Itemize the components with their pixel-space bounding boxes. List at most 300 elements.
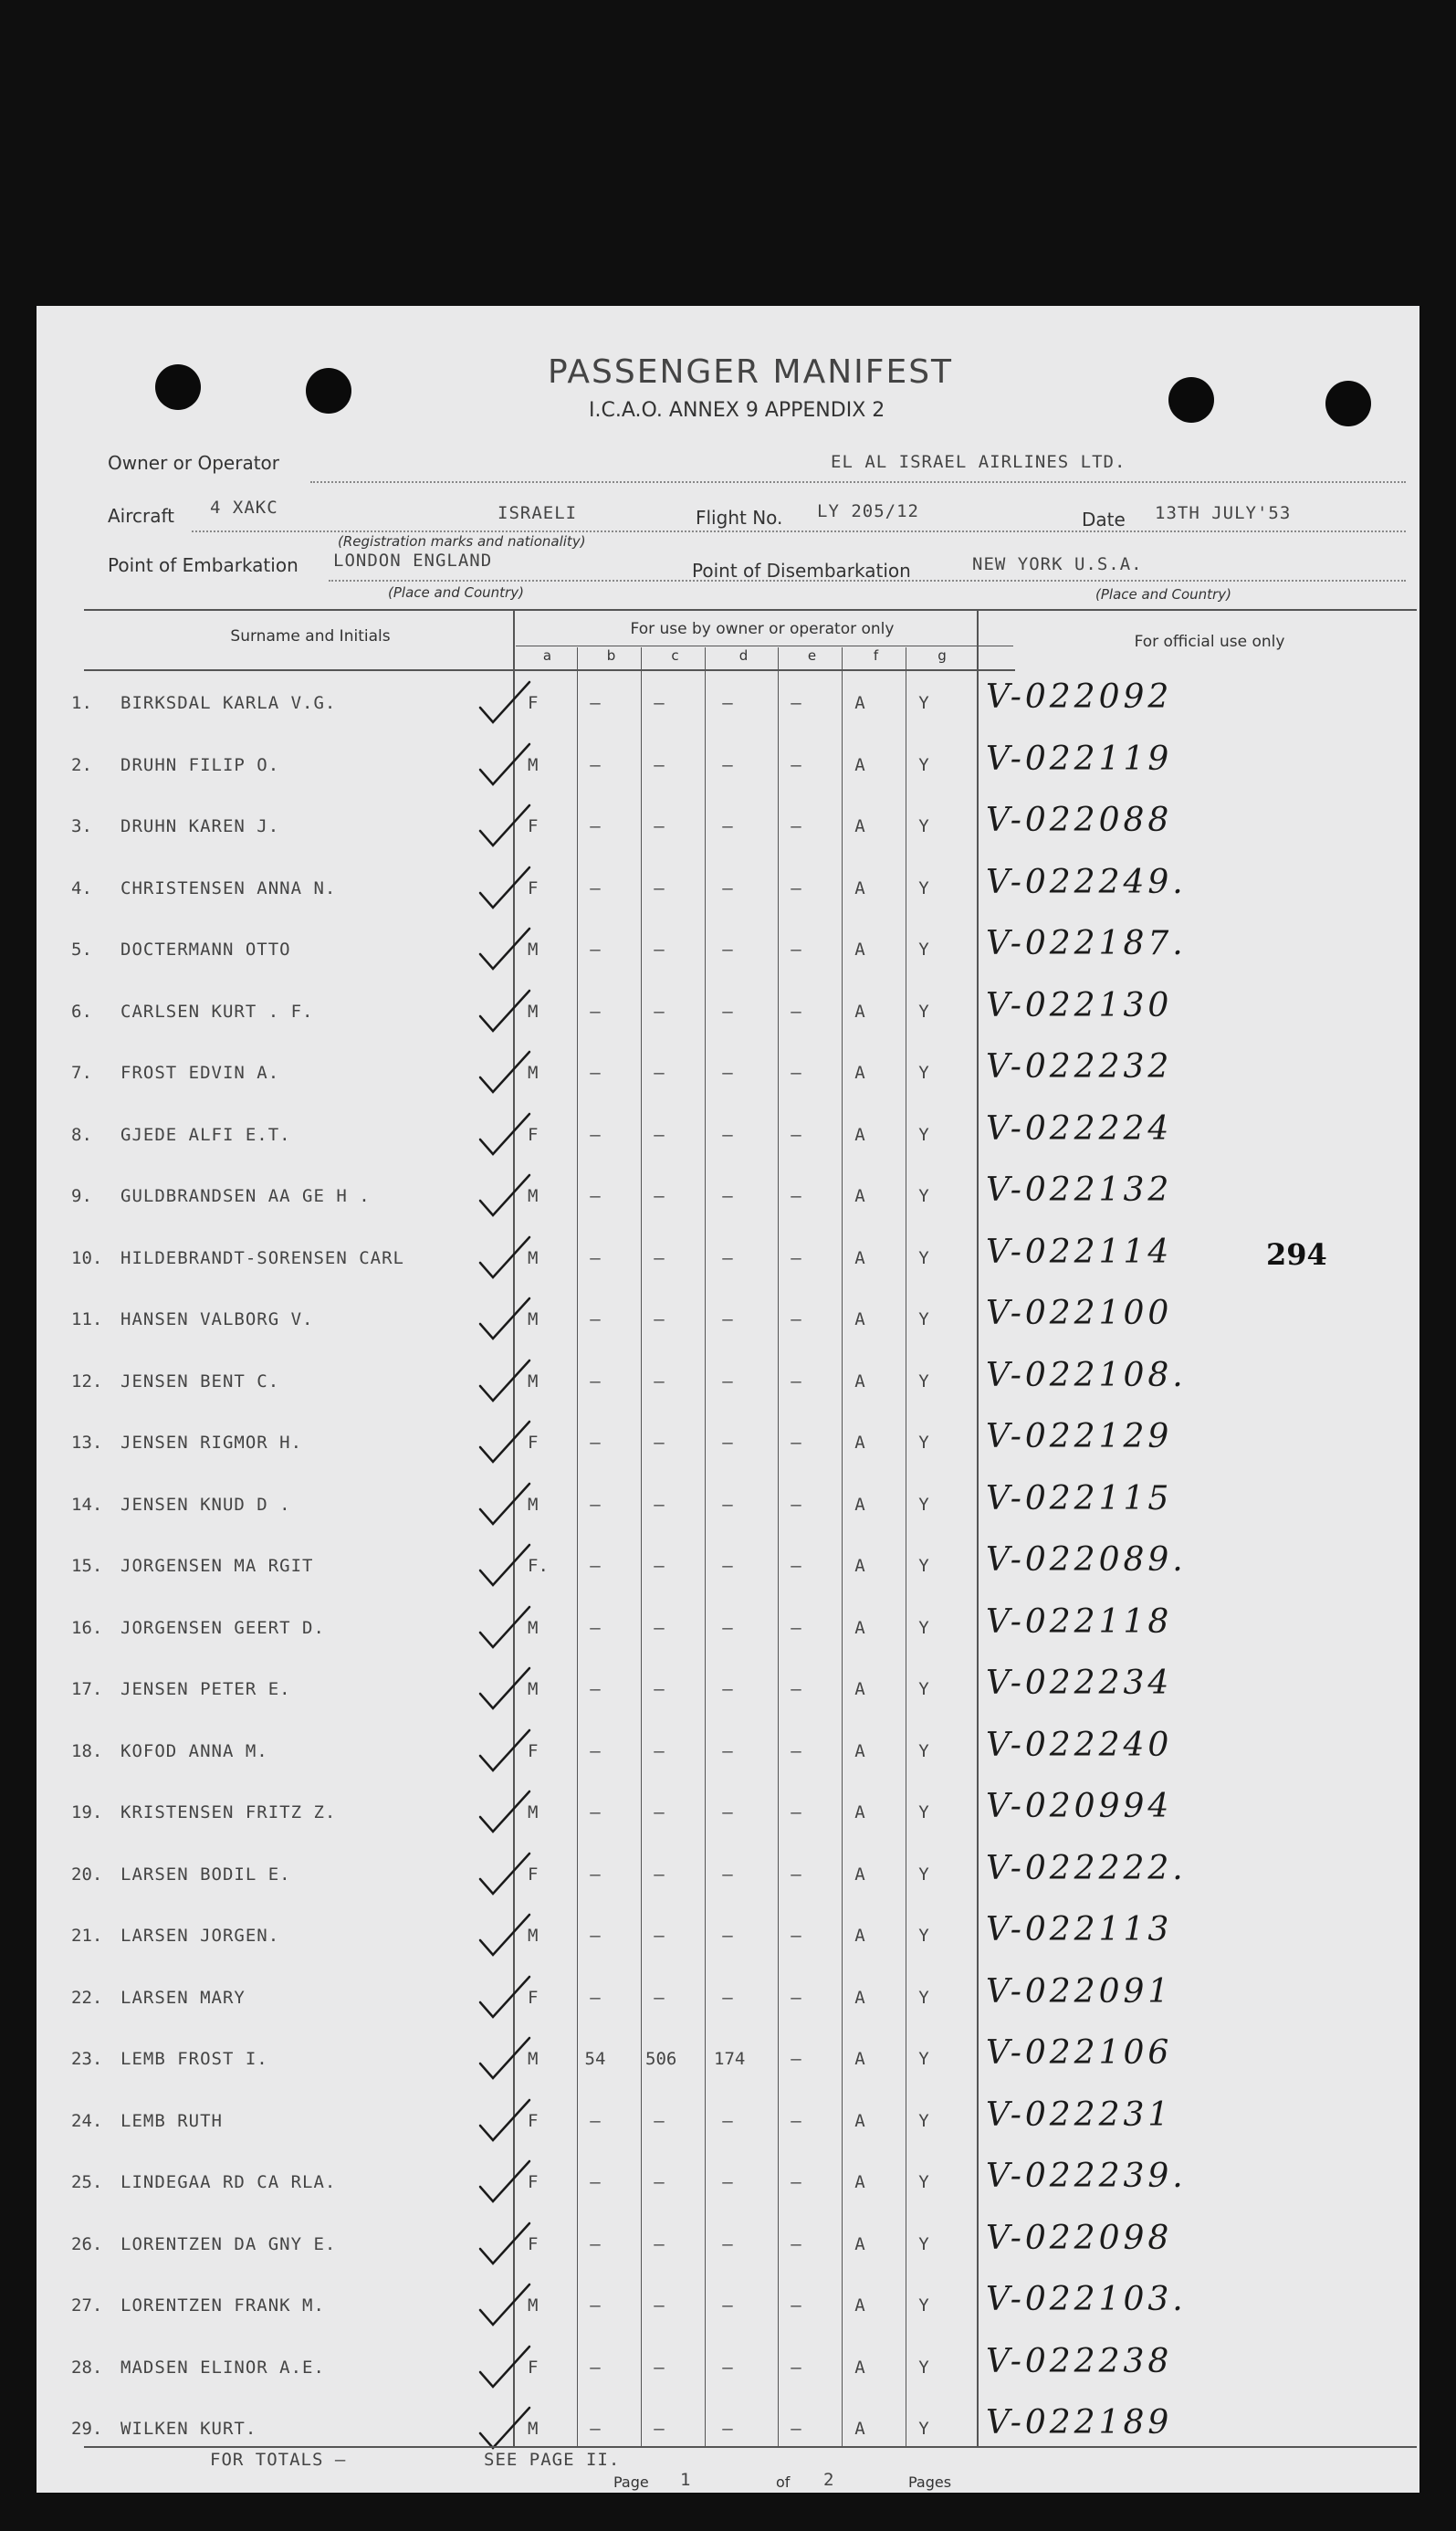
cell-f: A — [854, 1802, 865, 1822]
official-visa-number: V-022232 — [986, 1048, 1173, 1086]
cell-c: – — [654, 2357, 665, 2378]
check-mark-icon — [473, 800, 537, 855]
cell-f: A — [854, 1987, 865, 2008]
cell-e: – — [791, 2049, 801, 2069]
cell-f: A — [854, 2357, 865, 2378]
cell-f: A — [854, 2233, 865, 2254]
official-visa-number: V-022239. — [986, 2158, 1187, 2195]
cell-f: A — [854, 1617, 865, 1638]
table-row — [37, 1043, 1419, 1105]
cell-d: – — [722, 816, 733, 836]
passenger-sex: F — [528, 816, 539, 836]
flight-label: Flight No. — [696, 507, 783, 529]
aircraft-value: 4 XAKC — [210, 498, 278, 518]
official-visa-number: V-022222. — [986, 1849, 1187, 1887]
footer-page-label: Page — [613, 2473, 649, 2491]
footer-page-num: 1 — [680, 2470, 692, 2490]
cell-e: – — [791, 1247, 801, 1268]
row-number: 13. — [71, 1433, 103, 1453]
table-row — [37, 1968, 1419, 2030]
table-row — [37, 1289, 1419, 1351]
cell-c: – — [654, 1494, 665, 1515]
cell-e: – — [791, 1926, 801, 1946]
cell-b: – — [590, 1371, 601, 1392]
table-row — [37, 1659, 1419, 1721]
check-mark-icon — [473, 2156, 537, 2211]
passenger-name: BIRKSDAL KARLA V.G. — [120, 693, 337, 713]
passenger-sex: F — [528, 877, 539, 898]
cell-c: 506 — [645, 2049, 677, 2069]
cell-g: Y — [918, 877, 929, 898]
cell-b: – — [590, 2419, 601, 2439]
passenger-sex: M — [528, 2419, 539, 2439]
cell-g: Y — [918, 816, 929, 836]
cell-c: – — [654, 1433, 665, 1453]
cell-g: Y — [918, 1556, 929, 1576]
cell-b: – — [590, 1740, 601, 1761]
passenger-name: LEMB FROST I. — [120, 2049, 268, 2069]
document-subtitle: I.C.A.O. ANNEX 9 APPENDIX 2 — [589, 399, 885, 422]
official-visa-number: V-022091 — [986, 1972, 1173, 2011]
cell-e: – — [791, 1740, 801, 1761]
table-row — [37, 1536, 1419, 1598]
check-mark-icon — [473, 1478, 537, 1533]
cell-g: Y — [918, 693, 929, 713]
official-visa-number: V-022119 — [986, 740, 1173, 778]
cell-d: – — [722, 940, 733, 960]
table-row — [37, 1413, 1419, 1475]
table-row — [37, 2091, 1419, 2153]
cell-d: – — [722, 877, 733, 898]
passenger-name: JENSEN PETER E. — [120, 1679, 291, 1699]
cell-c: – — [654, 1371, 665, 1392]
cell-e: – — [791, 2419, 801, 2439]
row-number: 24. — [71, 2110, 103, 2131]
cell-d: – — [722, 1926, 733, 1946]
cell-d: – — [722, 1802, 733, 1822]
subcol-header-a: a — [542, 647, 552, 664]
cell-f: A — [854, 2295, 865, 2316]
cell-c: – — [654, 1679, 665, 1699]
cell-d: – — [722, 1679, 733, 1699]
passenger-sex: M — [528, 2049, 539, 2069]
passenger-sex: M — [528, 1617, 539, 1638]
cell-b: – — [590, 693, 601, 713]
row-number: 19. — [71, 1802, 103, 1822]
official-visa-number: V-022238 — [986, 2342, 1173, 2380]
cell-f: A — [854, 754, 865, 775]
cell-b: – — [590, 1247, 601, 1268]
date-value: 13TH JULY'53 — [1155, 503, 1292, 523]
cell-b: – — [590, 1124, 601, 1145]
cell-f: A — [854, 1494, 865, 1515]
cell-c: – — [654, 1864, 665, 1885]
subcol-header-b: b — [606, 647, 616, 664]
cell-g: Y — [918, 1247, 929, 1268]
check-mark-icon — [473, 1539, 537, 1594]
cell-d: – — [722, 693, 733, 713]
check-mark-icon — [473, 923, 537, 978]
cell-b: – — [590, 877, 601, 898]
cell-c: – — [654, 1987, 665, 2008]
cell-f: A — [854, 1679, 865, 1699]
subcol-header-g: g — [937, 647, 947, 664]
owner-value: EL AL ISRAEL AIRLINES LTD. — [831, 452, 1126, 472]
passenger-name: DRUHN FILIP O. — [120, 754, 280, 775]
row-number: 4. — [71, 877, 92, 898]
cell-b: – — [590, 1617, 601, 1638]
footer-of-num: 2 — [823, 2470, 835, 2490]
owner-line — [310, 481, 1406, 483]
passenger-name: LEMB RUTH — [120, 2110, 223, 2131]
col-header-official: For official use only — [1134, 633, 1285, 651]
table-row — [37, 1782, 1419, 1844]
cell-c: – — [654, 940, 665, 960]
cell-b: – — [590, 1001, 601, 1022]
cell-f: A — [854, 1433, 865, 1453]
check-mark-icon — [473, 1293, 537, 1348]
passenger-sex: F — [528, 1124, 539, 1145]
cell-f: A — [854, 693, 865, 713]
cell-f: A — [854, 1740, 865, 1761]
cell-f: A — [854, 1864, 865, 1885]
cell-c: – — [654, 816, 665, 836]
cell-c: – — [654, 1617, 665, 1638]
table-row — [37, 1906, 1419, 1968]
row-number: 7. — [71, 1063, 92, 1083]
subcol-header-c: c — [671, 647, 679, 664]
passenger-sex: M — [528, 1001, 539, 1022]
cell-c: – — [654, 693, 665, 713]
cell-e: – — [791, 1001, 801, 1022]
cell-c: – — [654, 1556, 665, 1576]
table-row — [37, 1598, 1419, 1660]
passenger-sex: F — [528, 2357, 539, 2378]
table-bottom-border — [84, 2446, 1417, 2448]
cell-f: A — [854, 816, 865, 836]
cell-c: – — [654, 2110, 665, 2131]
row-number: 17. — [71, 1679, 103, 1699]
cell-d: – — [722, 1987, 733, 2008]
cell-b: – — [590, 1864, 601, 1885]
check-mark-icon — [473, 2218, 537, 2273]
cell-b: – — [590, 2110, 601, 2131]
header-bottom-line — [84, 669, 1015, 671]
passenger-sex: F — [528, 1864, 539, 1885]
passenger-name: CARLSEN KURT . F. — [120, 1001, 314, 1022]
passenger-sex: M — [528, 1063, 539, 1083]
cell-c: – — [654, 2172, 665, 2192]
official-visa-number: V-022100 — [986, 1295, 1173, 1332]
row-number: 20. — [71, 1864, 103, 1885]
cell-d: – — [722, 2295, 733, 2316]
cell-g: Y — [918, 1679, 929, 1699]
cell-b: – — [590, 1802, 601, 1822]
cell-e: – — [791, 1371, 801, 1392]
official-visa-number: V-022092 — [986, 678, 1173, 716]
check-mark-icon — [473, 2402, 537, 2457]
passenger-sex: F. — [528, 1556, 549, 1576]
check-mark-icon — [473, 1416, 537, 1471]
cell-c: – — [654, 1926, 665, 1946]
passenger-name: LINDEGAA RD CA RLA. — [120, 2172, 337, 2192]
table-row — [37, 1105, 1419, 1167]
cell-e: – — [791, 2172, 801, 2192]
passenger-sex: F — [528, 693, 539, 713]
cell-g: Y — [918, 1124, 929, 1145]
footer-pages-label: Pages — [908, 2473, 952, 2491]
cell-d: – — [722, 1433, 733, 1453]
row-number: 9. — [71, 1186, 92, 1206]
cell-b: – — [590, 2233, 601, 2254]
passenger-name: LARSEN BODIL E. — [120, 1864, 291, 1885]
table-row — [37, 858, 1419, 920]
table-top-border — [84, 609, 1417, 611]
cell-b: – — [590, 1556, 601, 1576]
cell-f: A — [854, 2049, 865, 2069]
official-visa-number: V-022106 — [986, 2034, 1173, 2072]
check-mark-icon — [473, 1108, 537, 1163]
cell-g: Y — [918, 2049, 929, 2069]
cell-e: – — [791, 2110, 801, 2131]
cell-f: A — [854, 940, 865, 960]
check-mark-icon — [473, 739, 537, 793]
embarkation-value: LONDON ENGLAND — [333, 551, 493, 571]
cell-d: – — [722, 2172, 733, 2192]
cell-e: – — [791, 1063, 801, 1083]
cell-f: A — [854, 877, 865, 898]
official-visa-number: V-022113 — [986, 1911, 1173, 1948]
passenger-name: LORENTZEN FRANK M. — [120, 2295, 325, 2316]
passenger-name: GJEDE ALFI E.T. — [120, 1124, 291, 1145]
row-number: 23. — [71, 2049, 103, 2069]
official-visa-number: V-022103. — [986, 2281, 1187, 2318]
passenger-name: HANSEN VALBORG V. — [120, 1309, 314, 1329]
passenger-sex: M — [528, 1926, 539, 1946]
row-number: 29. — [71, 2419, 103, 2439]
date-label: Date — [1082, 509, 1126, 530]
col-header-owner: For use by owner or operator only — [630, 620, 895, 638]
cell-g: Y — [918, 1926, 929, 1946]
check-mark-icon — [473, 862, 537, 917]
aircraft-label: Aircraft — [108, 505, 175, 527]
cell-b: – — [590, 940, 601, 960]
cell-e: – — [791, 1617, 801, 1638]
cell-b: – — [590, 1063, 601, 1083]
official-visa-number: V-022249. — [986, 863, 1187, 901]
cell-f: A — [854, 1124, 865, 1145]
cell-f: A — [854, 2419, 865, 2439]
passenger-sex: F — [528, 1987, 539, 2008]
passenger-name: JENSEN RIGMOR H. — [120, 1433, 303, 1453]
row-number: 5. — [71, 940, 92, 960]
passenger-name: MADSEN ELINOR A.E. — [120, 2357, 325, 2378]
cell-g: Y — [918, 2233, 929, 2254]
cell-g: Y — [918, 1433, 929, 1453]
row-number: 21. — [71, 1926, 103, 1946]
passenger-name: JORGENSEN GEERT D. — [120, 1617, 325, 1638]
cell-d: – — [722, 754, 733, 775]
cell-c: – — [654, 2233, 665, 2254]
cell-g: Y — [918, 2419, 929, 2439]
row-number: 26. — [71, 2233, 103, 2254]
cell-b: – — [590, 754, 601, 775]
passenger-sex: F — [528, 1433, 539, 1453]
cell-d: – — [722, 1740, 733, 1761]
cell-e: – — [791, 2233, 801, 2254]
cell-c: – — [654, 1001, 665, 1022]
check-mark-icon — [473, 1232, 537, 1287]
row-number: 28. — [71, 2357, 103, 2378]
passenger-name: LARSEN MARY — [120, 1987, 246, 2008]
footer-totals: FOR TOTALS – — [210, 2450, 347, 2470]
cell-g: Y — [918, 1001, 929, 1022]
cell-c: – — [654, 1063, 665, 1083]
cell-f: A — [854, 1309, 865, 1329]
row-number: 1. — [71, 693, 92, 713]
check-mark-icon — [473, 985, 537, 1040]
passenger-sex: F — [528, 1740, 539, 1761]
cell-d: – — [722, 2233, 733, 2254]
cell-d: – — [722, 1556, 733, 1576]
row-number: 15. — [71, 1556, 103, 1576]
place-note-left: (Place and Country) — [388, 584, 524, 601]
table-row — [37, 982, 1419, 1044]
cell-g: Y — [918, 1063, 929, 1083]
cell-e: – — [791, 1802, 801, 1822]
official-visa-number: V-022108. — [986, 1356, 1187, 1394]
document-title: PASSENGER MANIFEST — [548, 353, 954, 391]
check-mark-icon — [473, 2032, 537, 2087]
cell-b: – — [590, 2357, 601, 2378]
row-number: 25. — [71, 2172, 103, 2192]
cell-d: 174 — [714, 2049, 746, 2069]
cell-c: – — [654, 877, 665, 898]
passenger-sex: F — [528, 2110, 539, 2131]
cell-f: A — [854, 1001, 865, 1022]
cell-g: Y — [918, 1617, 929, 1638]
cell-e: – — [791, 754, 801, 775]
table-row — [37, 2337, 1419, 2400]
aircraft-line — [192, 530, 1406, 532]
cell-g: Y — [918, 1740, 929, 1761]
check-mark-icon — [473, 677, 537, 731]
cell-d: – — [722, 1494, 733, 1515]
cell-c: – — [654, 754, 665, 775]
table-row — [37, 919, 1419, 982]
cell-d: – — [722, 2357, 733, 2378]
handwritten-mark-294: 294 — [1266, 1237, 1327, 1272]
nationality-value: ISRAELI — [498, 503, 578, 523]
passenger-name: LORENTZEN DA GNY E. — [120, 2233, 337, 2254]
official-visa-number: V-022240 — [986, 1726, 1173, 1764]
table-row — [37, 1844, 1419, 1906]
cell-e: – — [791, 2295, 801, 2316]
cell-g: Y — [918, 1371, 929, 1392]
embarkation-line — [329, 580, 1406, 582]
check-mark-icon — [473, 1170, 537, 1224]
cell-d: – — [722, 2419, 733, 2439]
cell-g: Y — [918, 2172, 929, 2192]
cell-e: – — [791, 1433, 801, 1453]
check-mark-icon — [473, 2279, 537, 2334]
passenger-name: JENSEN BENT C. — [120, 1371, 280, 1392]
passenger-name: WILKEN KURT. — [120, 2419, 257, 2439]
row-number: 14. — [71, 1494, 103, 1515]
passenger-name: DOCTERMANN OTTO — [120, 940, 291, 960]
cell-e: – — [791, 1987, 801, 2008]
row-number: 11. — [71, 1309, 103, 1329]
punch-hole-left-2 — [306, 368, 351, 414]
official-visa-number: V-022231 — [986, 2095, 1173, 2134]
passenger-sex: F — [528, 2233, 539, 2254]
cell-g: Y — [918, 1987, 929, 2008]
cell-b: – — [590, 1309, 601, 1329]
passenger-sex: M — [528, 1309, 539, 1329]
cell-f: A — [854, 1371, 865, 1392]
cell-e: – — [791, 1556, 801, 1576]
col-header-name: Surname and Initials — [230, 627, 391, 646]
passenger-sex: M — [528, 2295, 539, 2316]
check-mark-icon — [473, 1046, 537, 1101]
passenger-sex: M — [528, 1802, 539, 1822]
cell-d: – — [722, 1864, 733, 1885]
cell-b: 54 — [584, 2049, 606, 2069]
check-mark-icon — [473, 2095, 537, 2149]
passenger-name: JENSEN KNUD D . — [120, 1494, 291, 1515]
official-visa-number: V-022224 — [986, 1109, 1173, 1148]
official-visa-number: V-022115 — [986, 1479, 1173, 1518]
table-row — [37, 1475, 1419, 1537]
official-visa-number: V-020994 — [986, 1788, 1173, 1825]
official-visa-number: V-022130 — [986, 986, 1173, 1024]
table-row — [37, 735, 1419, 797]
row-number: 6. — [71, 1001, 92, 1022]
table-row — [37, 1351, 1419, 1413]
official-visa-number: V-022132 — [986, 1171, 1173, 1209]
disembarkation-label: Point of Disembarkation — [692, 560, 911, 582]
official-visa-number: V-022189 — [986, 2404, 1173, 2442]
passenger-name: JORGENSEN MA RGIT — [120, 1556, 314, 1576]
cell-c: – — [654, 1247, 665, 1268]
passenger-sex: M — [528, 1494, 539, 1515]
table-row — [37, 2275, 1419, 2337]
row-number: 18. — [71, 1740, 103, 1761]
official-visa-number: V-022187. — [986, 925, 1187, 962]
cell-e: – — [791, 816, 801, 836]
disembarkation-value: NEW YORK U.S.A. — [972, 554, 1143, 574]
cell-f: A — [854, 1247, 865, 1268]
cell-e: – — [791, 877, 801, 898]
cell-e: – — [791, 1864, 801, 1885]
cell-c: – — [654, 1309, 665, 1329]
cell-g: Y — [918, 940, 929, 960]
cell-f: A — [854, 2172, 865, 2192]
passenger-sex: M — [528, 1247, 539, 1268]
check-mark-icon — [473, 1848, 537, 1903]
passenger-sex: M — [528, 1371, 539, 1392]
cell-d: – — [722, 1186, 733, 1206]
passenger-name: CHRISTENSEN ANNA N. — [120, 877, 337, 898]
official-visa-number: V-022234 — [986, 1665, 1173, 1702]
cell-d: – — [722, 1309, 733, 1329]
row-number: 8. — [71, 1124, 92, 1145]
cell-e: – — [791, 1494, 801, 1515]
passenger-name: DRUHN KAREN J. — [120, 816, 280, 836]
passenger-name: GULDBRANDSEN AA GE H . — [120, 1186, 371, 1206]
manifest-sheet — [37, 306, 1419, 2493]
cell-g: Y — [918, 1864, 929, 1885]
